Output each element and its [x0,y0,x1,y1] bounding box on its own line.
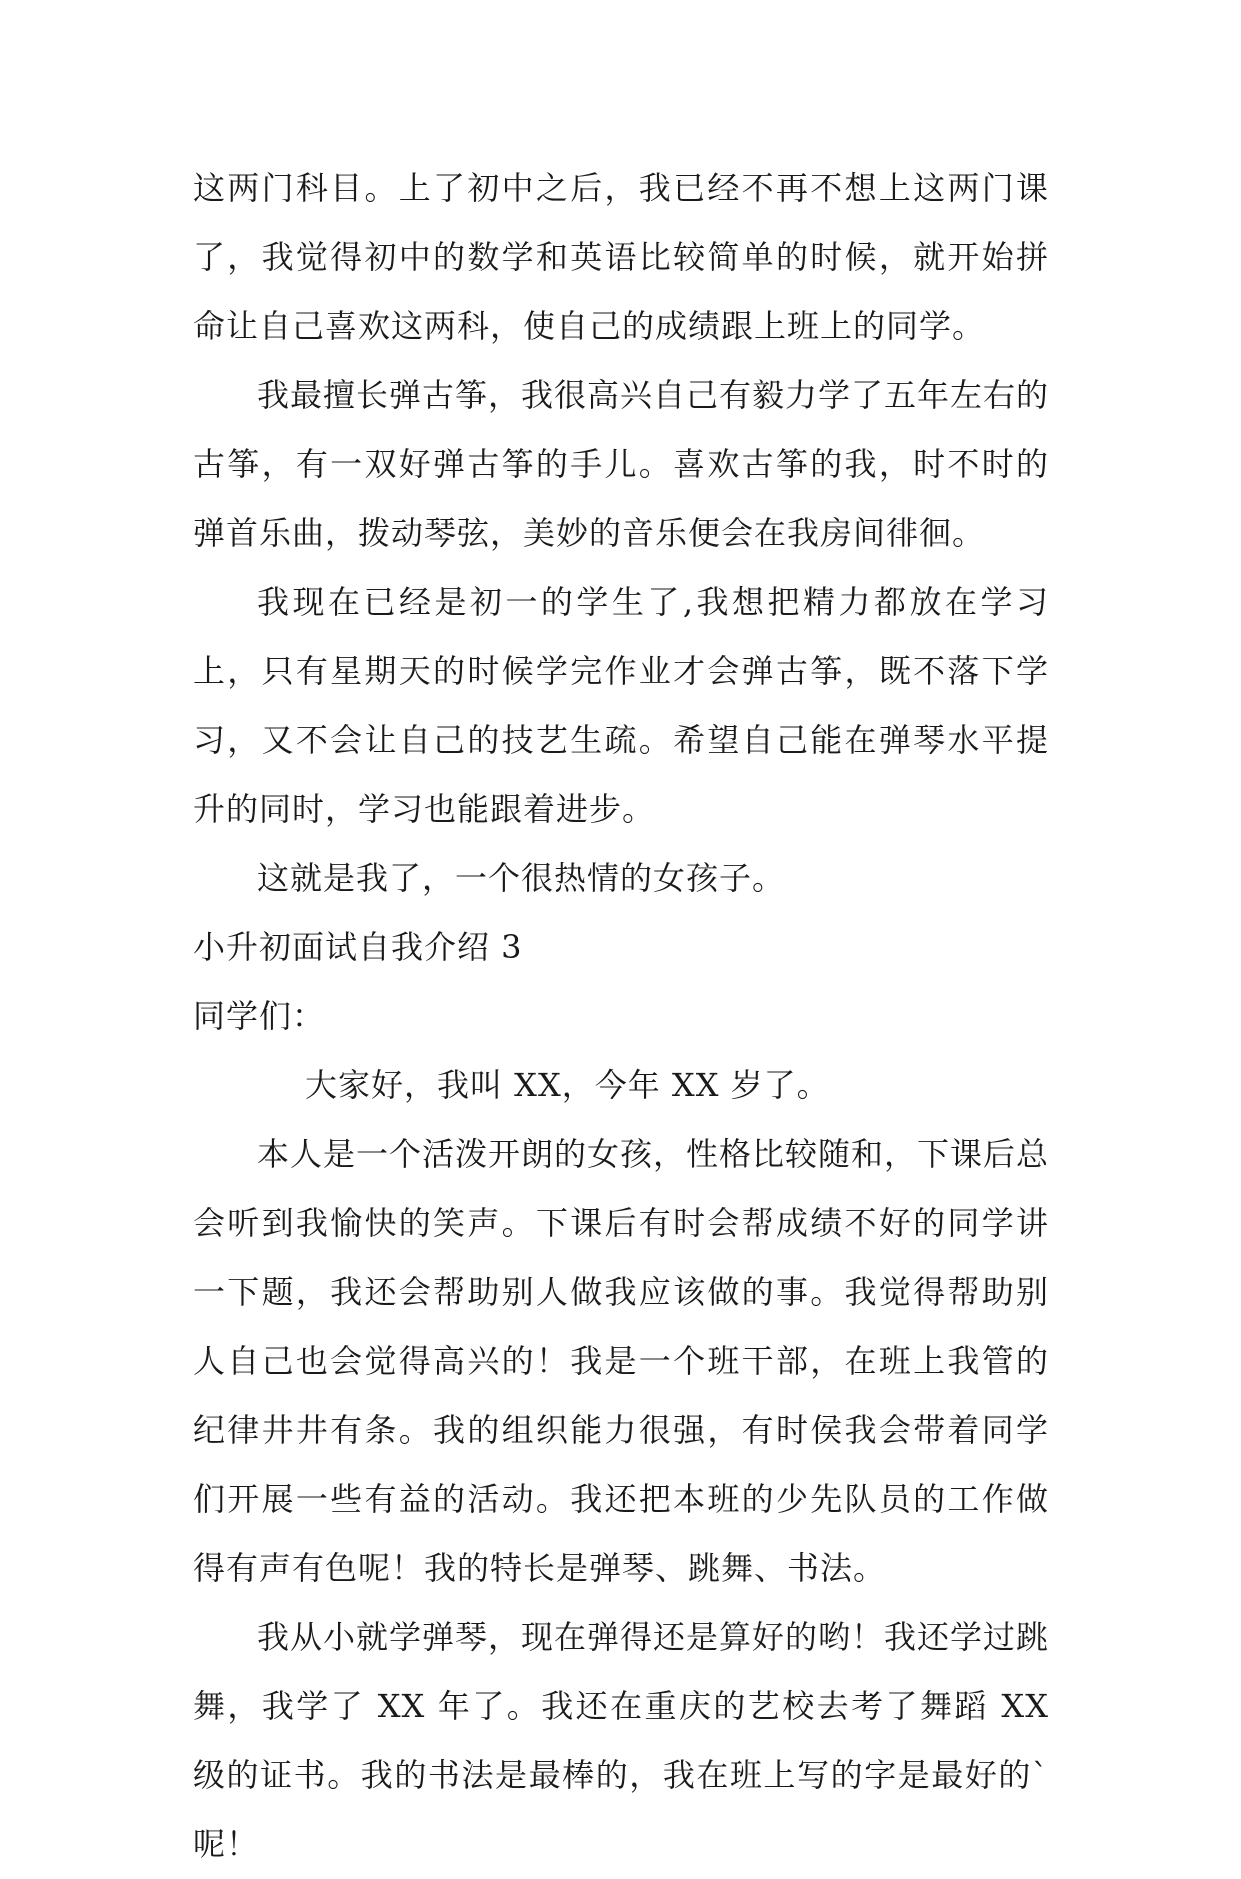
paragraph-personality: 本人是一个活泼开朗的女孩，性格比较随和，下课后总会听到我愉快的笑声。下课后有时会帮成绩不好的同学讲一下题，我还会帮助别人做我应该做的事。我觉得帮助别人自己也会觉得高兴的！我是一个班干部，在班上我管的纪律井井有条。我的组织能力很强，有时侯我会带着同学们开展一些有益的活动。我还把本班的少先队员的工作做得有声有色呢！我的特长是弹琴、跳舞、书法。 [193,1135,1050,1587]
document-body [193,154,1049,1879]
paragraph-greeting: 大家好，我叫 XX，今年 XX 岁了。 [305,1066,830,1104]
paragraph-talents: 我从小就学弹琴，现在弹得还是算好的哟！我还学过跳舞，我学了 XX 年了。我还在重庆的艺校去考了舞蹈 XX 级的证书。我的书法是最棒的，我在班上写的字是最好的`呢！ [193,1618,1050,1863]
paragraph-subjects: 这两门科目。上了初中之后，我已经不再不想上这两门课了，我觉得初中的数学和英语比较简单的时候，就开始拼命让自己喜欢这两科，使自己的成绩跟上班上的同学。 [193,169,1049,345]
salutation: 同学们： [193,997,326,1035]
section-heading: 小升初面试自我介绍 3 [193,928,523,966]
paragraph-closing: 这就是我了，一个很热情的女孩子。 [257,859,786,897]
paragraph-study-plan: 我现在已经是初一的学生了,我想把精力都放在学习上，只有星期天的时候学完作业才会弹古筝，既不落下学习，又不会让自己的技艺生疏。希望自己能在弹琴水平提升的同时，学习也能跟着进步。 [193,583,1049,828]
paragraph-guzheng: 我最擅长弹古筝，我很高兴自己有毅力学了五年左右的古筝，有一双好弹古筝的手儿。喜欢古筝的我，时不时的弹首乐曲，拨动琴弦，美妙的音乐便会在我房间徘徊。 [193,376,1050,552]
